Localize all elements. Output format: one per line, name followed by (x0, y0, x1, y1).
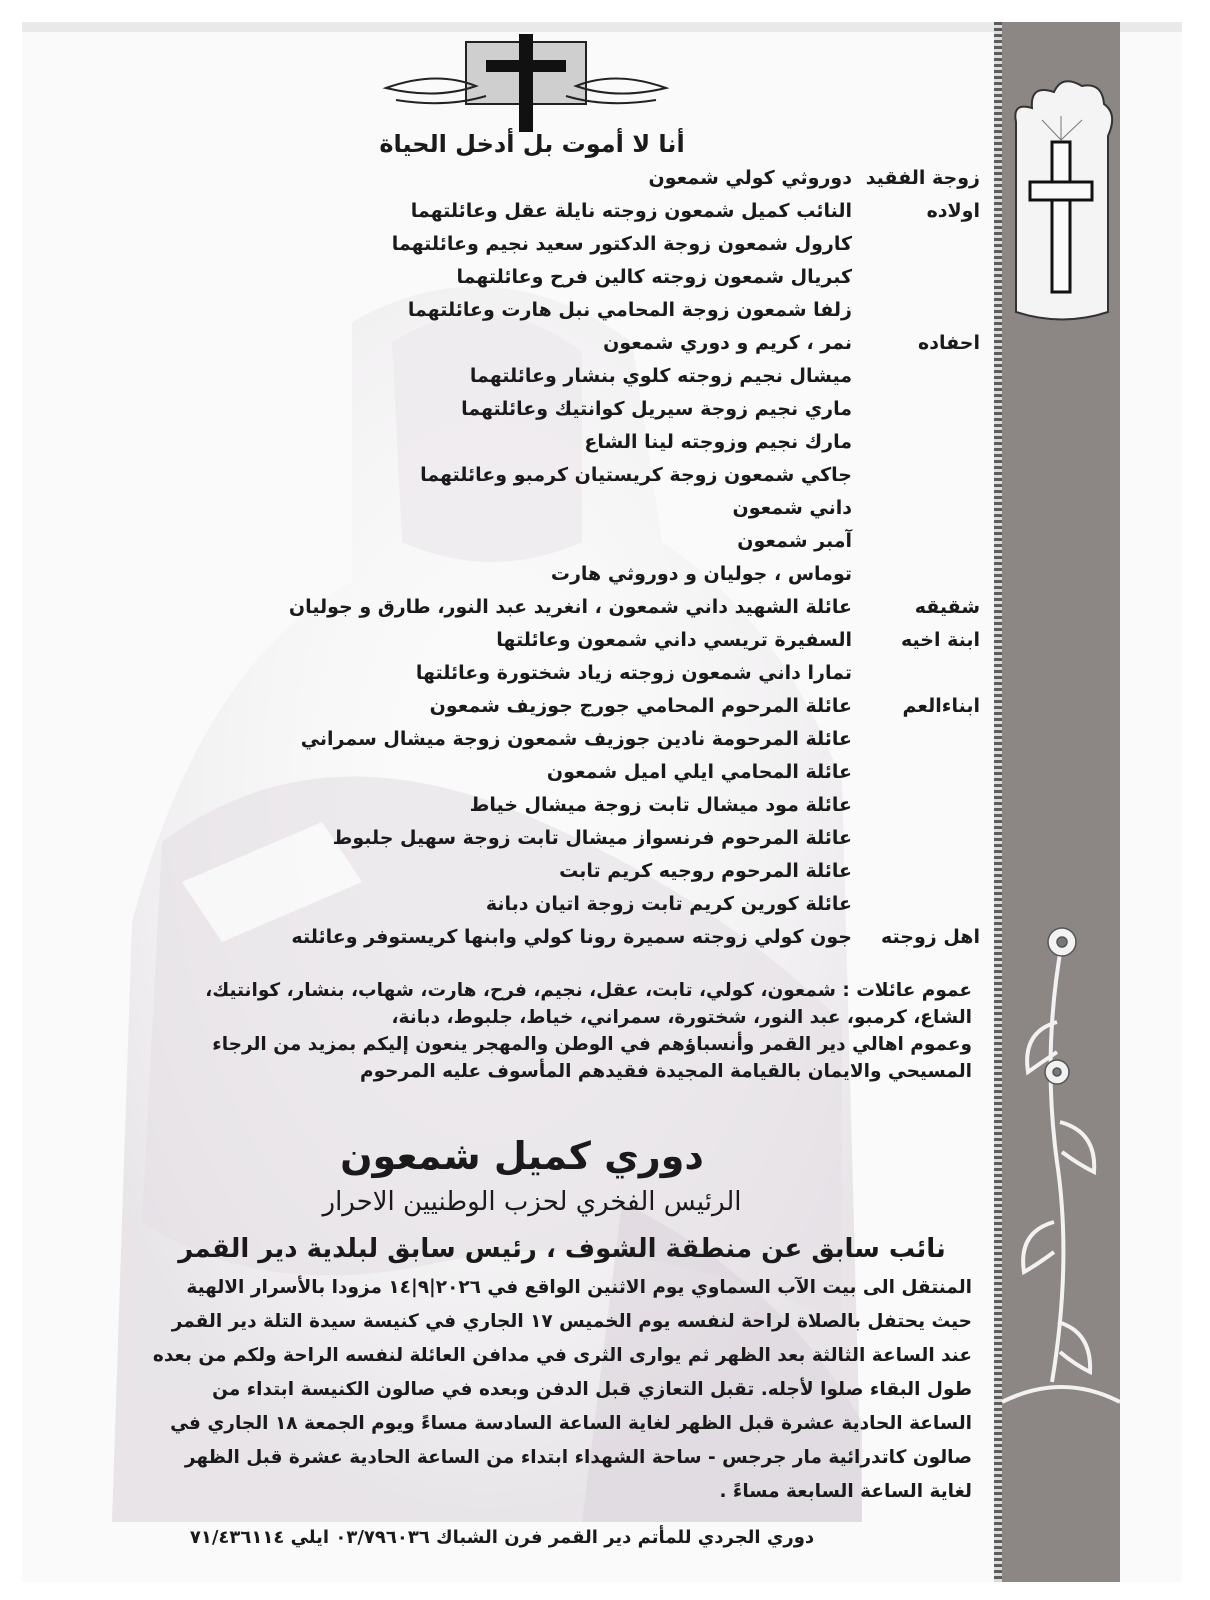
obituary-sheet (22, 22, 1182, 1582)
section-line: تمارا داني شمعون زوجته زياد شختورة وعائلتها (415, 662, 852, 684)
verse-title: أنا لا أموت بل أدخل الحياة (379, 130, 685, 158)
section-line: دوروثي كولي شمعون (648, 167, 852, 189)
section-line: جون كولي زوجته سميرة رونا كولي وابنها كريستوفر وعائلته (291, 926, 852, 948)
section-label: ابناءالعم (902, 695, 980, 717)
section-line: داني شمعون (732, 497, 852, 519)
section-line: زلفا شمعون زوجة المحامي نبل هارت وعائلتهما (407, 299, 852, 321)
section-line: عائلة المرحوم المحامي جورج جوزيف شمعون (429, 695, 852, 717)
section-line: عائلة كورين كريم تابت زوجة اتيان دبانة (485, 893, 852, 915)
funeral-line: الساعة الحادية عشرة قبل الظهر لغاية الساعة السادسة مساءً ويوم الجمعة ١٨ الجاري في (170, 1413, 972, 1434)
section-line: آمبر شمعون (737, 530, 852, 552)
section-label: شقيقه (914, 596, 980, 618)
funeral-line: لغاية الساعة السابعة مساءً . (719, 1481, 972, 1502)
section-line: توماس ، جوليان و دوروثي هارت (550, 563, 852, 585)
flower-icon (1002, 902, 1120, 1422)
side-decoration-band (1002, 22, 1120, 1582)
cross-icon (376, 30, 676, 140)
funeral-line: عند الساعة الثالثة بعد الظهر ثم يوارى الثرى في مدافن العائلة لنفسه الراحة ولكم من بعده (152, 1345, 972, 1366)
families-line: عموم عائلات : شمعون، كولي، تابت، عقل، نجيم، فرح، هارت، شهاب، بنشار، كوانتيك، (205, 980, 972, 1001)
families-line: الشاع، كرمبو، عبد النور، شختورة، سمراني، خياط، جلبوط، دبانة، (391, 1007, 972, 1028)
section-line: عائلة الشهيد داني شمعون ، انغريد عبد النور، طارق و جوليان (288, 596, 852, 618)
section-line: نمر ، كريم و دوري شمعون (603, 332, 852, 354)
section-label: اولاده (926, 200, 980, 222)
section-line: ماري نجيم زوجة سيريل كوانتيك وعائلتهما (461, 398, 852, 420)
funeral-line: طول البقاء صلوا لأجله. تقبل التعازي قبل الدفن وبعده في صالون الكنيسة ابتداء من (212, 1379, 972, 1400)
section-line: عائلة المرحوم فرنسواز ميشال تابت زوجة سهيل جلبوط (332, 827, 852, 849)
section-line: عائلة مود ميشال تابت زوجة ميشال خياط (469, 794, 852, 816)
section-line: ميشال نجيم زوجته كلوي بنشار وعائلتهما (469, 365, 852, 387)
title-line-2: نائب سابق عن منطقة الشوف ، رئيس سابق لبلدية دير القمر (178, 1234, 946, 1264)
section-line: عائلة المرحوم روجيه كريم تابت (559, 860, 852, 882)
families-line: المسيحي والايمان بالقيامة المجيدة فقيدهم المأسوف عليه المرحوم (360, 1061, 972, 1082)
funeral-line: المنتقل الى بيت الآب السماوي يوم الاثنين الواقع في ٢٠٢٦|٩|١٤ مزودا بالأسرار الالهية (186, 1277, 972, 1298)
section-line: كارول شمعون زوجة الدكتور سعيد نجيم وعائلتهما (391, 233, 852, 255)
deceased-name: دوري كميل شمعون (340, 1134, 704, 1178)
section-label: ابنة اخيه (900, 629, 980, 651)
section-line: عائلة المحامي ايلي اميل شمعون (546, 761, 852, 783)
section-label: اهل زوجته (881, 926, 980, 948)
section-line: السفيرة تريسي داني شمعون وعائلتها (496, 629, 852, 651)
funeral-home-contact: دوري الجردي للمأتم دير القمر فرن الشباك ٠٣/٧٩٦٠٣٦ ايلي ٧١/٤٣٦١١٤ (189, 1527, 815, 1548)
title-line-1: الرئيس الفخري لحزب الوطنيين الاحرار (322, 1187, 742, 1217)
section-line: عائلة المرحومة نادين جوزيف شمعون زوجة ميشال سمراني (300, 728, 852, 750)
section-line: مارك نجيم وزوجته لينا الشاع (584, 431, 852, 453)
families-line: وعموم اهالي دير القمر وأنسباؤهم في الوطن والمهجر ينعون إليكم بمزيد من الرجاء (212, 1034, 972, 1055)
cross-icon (1002, 22, 1120, 342)
section-line: جاكي شمعون زوجة كريستيان كرمبو وعائلتهما (420, 464, 852, 486)
funeral-line: صالون كاتدرائية مار جرجس - ساحة الشهداء ابتداء من الساعة الحادية عشرة قبل الظهر (184, 1447, 972, 1468)
funeral-line: حيث يحتفل بالصلاة لراحة لنفسه يوم الخميس ١٧ الجاري في كنيسة سيدة التلة دير القمر (171, 1311, 972, 1332)
section-label: زوجة الفقيد (865, 167, 980, 189)
section-line: النائب كميل شمعون زوجته نايلة عقل وعائلتهما (410, 200, 852, 222)
section-line: كبريال شمعون زوجته كالين فرح وعائلتهما (456, 266, 852, 288)
section-label: احفاده (918, 332, 980, 354)
